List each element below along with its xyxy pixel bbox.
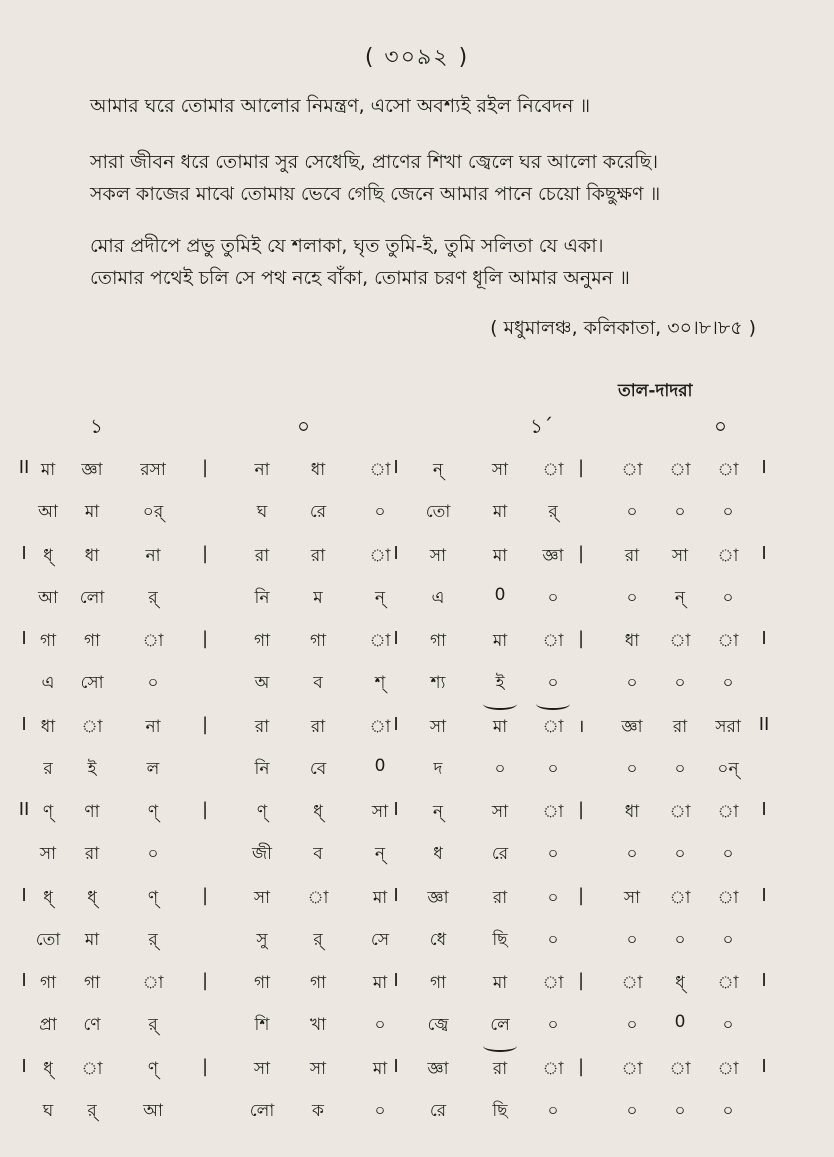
bani-syllable: ০ <box>626 844 638 864</box>
swar-row <box>0 543 834 575</box>
bani-syllable: মা <box>84 929 100 950</box>
bar-line: I <box>393 457 399 478</box>
bani-syllable: রে <box>491 844 509 864</box>
bar-line: I <box>21 970 27 991</box>
bani-syllable: ০ <box>674 673 686 693</box>
bani-syllable: ঘ <box>42 1100 54 1121</box>
bani-syllable: ০ <box>626 929 638 950</box>
bani-syllable: খা <box>309 1015 327 1035</box>
swar-note: া <box>717 973 739 993</box>
bani-syllable: ০ <box>674 929 686 950</box>
bani-syllable: শ্ <box>374 673 386 693</box>
bani-syllable: র্ <box>313 929 323 950</box>
swar-note: সা <box>253 887 271 908</box>
bar-line: | <box>577 799 585 820</box>
bani-syllable: ন্ <box>374 587 386 608</box>
swar-note: জ্ঞা <box>427 1058 449 1079</box>
bani-syllable: ণে <box>83 1015 101 1035</box>
bani-syllable: র্ <box>148 929 158 950</box>
bani-syllable: সা <box>39 844 57 864</box>
swar-row <box>0 1056 834 1088</box>
swar-note: সা <box>623 887 641 908</box>
swar-note: া <box>669 802 691 822</box>
swar-note: গা <box>83 631 101 651</box>
swar-note: রা <box>672 716 688 737</box>
bar-line: I <box>21 884 27 906</box>
bani-syllable: ০ <box>626 1015 638 1035</box>
bani-syllable: ০ <box>494 758 506 779</box>
bani-syllable: রে <box>309 502 327 522</box>
bar-line: | <box>201 628 209 649</box>
swar-row <box>0 457 834 489</box>
bani-syllable: ০ <box>626 758 638 779</box>
bar-line: | <box>577 457 585 478</box>
bani-syllable: ০ <box>547 1015 559 1035</box>
swar-note: রসা <box>140 460 166 480</box>
swar-note: া <box>621 1058 643 1079</box>
swar-note: ণা <box>84 802 100 822</box>
swar-note: া <box>142 631 164 651</box>
bani-syllable: ০ <box>547 929 559 950</box>
bani-syllable: ০ <box>374 1100 386 1121</box>
swar-note: ধ্ <box>43 545 53 566</box>
swar-note: রা <box>624 545 640 566</box>
swar-note: না <box>254 460 270 480</box>
bani-syllable: ব <box>313 844 323 864</box>
bani-syllable: রা <box>84 844 100 864</box>
bani-syllable: ০ <box>674 758 686 779</box>
bani-syllable: ছি <box>492 929 508 950</box>
swar-note: া <box>307 887 329 908</box>
bani-syllable: নি <box>254 587 270 608</box>
swar-note: সা <box>671 545 689 566</box>
bani-syllable: র্ <box>548 502 558 522</box>
swar-note: া <box>542 973 564 993</box>
tala-label: তাল-দাদরা <box>618 381 693 401</box>
bani-syllable: জী <box>251 844 273 864</box>
bani-syllable: ০ <box>626 1100 638 1121</box>
bar-line: I <box>21 1055 27 1077</box>
bani-syllable: ন্ <box>674 587 686 608</box>
swar-note: রা <box>254 716 270 737</box>
bani-syllable: ধে <box>429 929 447 950</box>
swar-note: ধা <box>40 716 56 737</box>
beat-marker: ০ <box>297 414 311 438</box>
bar-line: II <box>18 457 30 478</box>
bani-syllable: র্ <box>148 587 158 608</box>
bar-line: I <box>761 799 767 820</box>
bani-syllable: ০ <box>147 673 159 693</box>
bar-line: I <box>761 628 767 649</box>
bani-syllable: প্রা <box>39 1015 57 1035</box>
swar-note: া <box>717 1058 739 1079</box>
bani-syllable: দ <box>433 758 443 779</box>
bani-syllable: ০ <box>626 673 638 693</box>
bani-syllable: রে <box>429 1100 447 1121</box>
swar-note: ণ্ <box>256 802 268 822</box>
swar-note: মা <box>492 631 508 651</box>
bar-line: | <box>201 713 209 735</box>
bar-line: I <box>761 542 767 564</box>
swar-note: ধ্ <box>43 887 53 908</box>
swar-note: গা <box>39 631 57 651</box>
bani-syllable: লে <box>490 1015 510 1035</box>
swar-note: ণ্ <box>147 802 159 822</box>
bani-syllable: ০ <box>626 587 638 608</box>
swar-note: া <box>717 631 739 651</box>
bani-syllable: ০ <box>547 673 559 693</box>
bani-syllable: এ <box>431 587 445 608</box>
bar-line: II <box>758 713 770 735</box>
swar-note: ন্ <box>432 460 444 480</box>
bani-syllable: ০ <box>722 502 734 522</box>
bani-syllable: ০ <box>147 844 159 864</box>
bani-syllable: আ <box>38 502 58 522</box>
bar-line: | <box>577 628 585 649</box>
bar-line: I <box>21 542 27 564</box>
bar-line: I <box>393 542 399 564</box>
swar-note: রা <box>310 716 326 737</box>
bani-syllable: ০ <box>722 844 734 864</box>
swar-note: া <box>621 973 643 993</box>
swar-row <box>0 885 834 917</box>
bani-syllable: ই <box>87 758 97 779</box>
bani-syllable: অ <box>254 673 270 693</box>
swar-note: া <box>542 802 564 822</box>
swar-note: গা <box>39 973 57 993</box>
swar-note: া <box>369 716 391 737</box>
swar-note: া <box>669 1058 691 1079</box>
bani-syllable: ম <box>313 587 323 608</box>
slur-mark <box>483 1040 517 1052</box>
swar-note: া <box>717 887 739 908</box>
bani-syllable: নি <box>254 758 270 779</box>
swar-note: ণ্ <box>147 1058 159 1079</box>
swar-note: া <box>81 1058 103 1079</box>
swar-note: মা <box>492 545 508 566</box>
bar-line: I <box>761 457 767 478</box>
swar-note: জ্ঞা <box>427 887 449 908</box>
swar-note: মা <box>492 973 508 993</box>
swar-note: সা <box>491 802 509 822</box>
swar-note: না <box>145 716 161 737</box>
swar-note: া <box>669 887 691 908</box>
bani-syllable: মা <box>492 502 508 522</box>
bar-line: | <box>577 970 585 991</box>
bar-line: I <box>21 713 27 735</box>
bani-syllable: 0 <box>374 755 386 776</box>
swar-note: া <box>142 973 164 993</box>
lyric-line: তোমার পথেই চলি সে পথ নহে বাঁকা, তোমার চরণ ধূলি আমার অনুমন ॥ <box>90 267 630 289</box>
song-number: ( ৩০৯২ ) <box>364 45 470 70</box>
swar-note: া <box>669 631 691 651</box>
swar-note: া <box>542 716 564 737</box>
bani-row <box>0 585 834 617</box>
bani-syllable: ই <box>495 673 505 693</box>
bani-syllable: তো <box>35 929 61 950</box>
bani-syllable: মা <box>84 502 100 522</box>
bar-line: I <box>21 628 27 649</box>
bani-syllable: আ <box>38 587 58 608</box>
bani-syllable: জ্বে <box>427 1015 449 1035</box>
swar-note: জ্ঞা <box>81 460 103 480</box>
swar-note: রা <box>310 545 326 566</box>
bani-syllable: লো <box>79 587 105 608</box>
bar-line: | <box>577 1055 585 1077</box>
lyric-line: আমার ঘরে তোমার আলোর নিমন্ত্রণ, এসো অবশ্যই রইল নিবেদন ॥ <box>90 95 591 117</box>
swar-row <box>0 714 834 746</box>
bar-line: I <box>761 1055 767 1077</box>
lyric-line: সারা জীবন ধরে তোমার সুর সেধেছি, প্রাণের শিখা জ্বেলে ঘর আলো করেছি। <box>90 151 659 173</box>
bani-row <box>0 927 834 959</box>
swar-note: া <box>369 631 391 651</box>
swar-note: সা <box>491 460 509 480</box>
bani-syllable: ক <box>312 1100 324 1121</box>
swar-note: সা <box>309 1058 327 1079</box>
bar-line: | <box>201 799 209 820</box>
swar-note: গা <box>83 973 101 993</box>
swar-note: া <box>717 545 739 566</box>
lyric-line: মোর প্রদীপে প্রভু তুমিই যে শলাকা, ঘৃত তুমি-ই, তুমি সলিতা যে একা। <box>90 235 604 257</box>
bar-line: | <box>577 884 585 906</box>
beat-marker: ০ <box>714 414 728 438</box>
bar-line: I <box>393 1055 399 1077</box>
swar-note: মা <box>492 716 508 737</box>
bar-line: I <box>393 799 399 820</box>
swar-note: রা <box>492 887 508 908</box>
bani-syllable: ঘ <box>256 502 268 522</box>
swar-note: মা <box>372 973 388 993</box>
swar-note: ণ্ <box>42 802 54 822</box>
bani-row <box>0 841 834 873</box>
bar-line: । <box>577 715 585 737</box>
bani-syllable: ০ <box>626 502 638 522</box>
swar-note: গা <box>429 631 447 651</box>
swar-note: গা <box>309 973 327 993</box>
bani-syllable: ০র্ <box>142 502 164 522</box>
swar-note: মা <box>40 460 56 480</box>
bani-row <box>0 670 834 702</box>
source-line: ( মধুমালঞ্চ, কলিকাতা, ৩০।৮।৮৫ ) <box>490 317 756 339</box>
swar-note: ধ্ <box>87 887 97 908</box>
swar-note: সা <box>429 716 447 737</box>
bani-syllable: বে <box>309 758 327 779</box>
bar-line: I <box>393 884 399 906</box>
bar-line: I <box>393 970 399 991</box>
bani-syllable: ০ <box>722 587 734 608</box>
bani-syllable: ০ন্ <box>717 758 739 779</box>
swar-row <box>0 628 834 660</box>
bar-line: I <box>761 884 767 906</box>
bani-syllable: এ <box>41 673 55 693</box>
bar-line: | <box>201 542 209 564</box>
bar-line: | <box>201 457 209 478</box>
swar-note: ধ্ <box>313 802 323 822</box>
swar-note: ধা <box>84 545 100 566</box>
bani-syllable: সু <box>256 929 268 950</box>
bani-syllable: 0 <box>494 584 506 605</box>
bani-syllable: ০ <box>674 502 686 522</box>
bani-syllable: 0 <box>674 1012 686 1032</box>
bani-syllable: ব <box>313 673 323 693</box>
swar-row <box>0 970 834 1002</box>
bani-row <box>0 499 834 531</box>
swar-note: া <box>369 545 391 566</box>
bar-line: II <box>18 799 30 820</box>
bar-line: | <box>201 1055 209 1077</box>
slur-mark <box>536 698 570 710</box>
swar-note: সা <box>429 545 447 566</box>
swar-row <box>0 799 834 831</box>
swar-note: া <box>542 460 564 480</box>
bani-row <box>0 756 834 788</box>
swar-note: সরা <box>715 716 741 737</box>
bar-line: I <box>393 628 399 649</box>
swar-note: সা <box>253 1058 271 1079</box>
swar-note: ধ্ <box>43 1058 53 1079</box>
swar-note: া <box>669 460 691 480</box>
swar-note: ০ <box>547 887 559 908</box>
swar-note: রা <box>254 545 270 566</box>
bani-syllable: ০ <box>722 673 734 693</box>
lyric-line: সকল কাজের মাঝে তোমায় ভেবে গেছি জেনে আমার পানে চেয়ো কিছুক্ষণ ॥ <box>90 183 661 205</box>
bani-syllable: ০ <box>374 1015 386 1035</box>
swar-note: া <box>369 460 391 480</box>
swar-note: া <box>81 716 103 737</box>
bani-syllable: ন্ <box>374 844 386 864</box>
beat-marker: ১´ <box>530 414 553 438</box>
bani-syllable: শ্য <box>430 673 446 693</box>
bani-syllable: ০ <box>547 758 559 779</box>
swar-note: ধা <box>310 460 326 480</box>
bani-syllable: লো <box>249 1100 275 1121</box>
bani-syllable: ০ <box>674 844 686 864</box>
bani-syllable: ছি <box>492 1100 508 1121</box>
swar-note: মা <box>372 887 388 908</box>
swar-note: জ্ঞা <box>621 716 643 737</box>
bani-syllable: ল <box>146 758 160 779</box>
bani-row <box>0 1012 834 1044</box>
swar-note: া <box>717 460 739 480</box>
bani-syllable: র্ <box>148 1015 158 1035</box>
swar-note: সা <box>371 802 389 822</box>
swar-note: া <box>621 460 643 480</box>
swar-note: মা <box>372 1058 388 1079</box>
slur-mark <box>483 698 517 710</box>
swar-note: া <box>717 802 739 822</box>
swar-note: না <box>145 545 161 566</box>
swar-note: া <box>542 1058 564 1079</box>
bani-syllable: ০ <box>722 1100 734 1121</box>
swar-note: ধা <box>624 802 640 822</box>
swar-note: ণ্ <box>147 887 159 908</box>
bani-syllable: ধ <box>433 844 443 864</box>
bani-syllable: র্ <box>87 1100 97 1121</box>
swar-note: ধ্ <box>675 973 685 993</box>
swar-note: গা <box>429 973 447 993</box>
bar-line: I <box>393 713 399 735</box>
swar-note: ন্ <box>432 802 444 822</box>
bani-syllable: ০ <box>547 844 559 864</box>
bani-syllable: তো <box>425 502 451 522</box>
swar-note: ধা <box>624 631 640 651</box>
bar-line: | <box>201 884 209 906</box>
bani-row <box>0 1098 834 1130</box>
swar-note: া <box>542 631 564 651</box>
bani-syllable: ০ <box>374 502 386 522</box>
bani-syllable: ০ <box>547 587 559 608</box>
swar-note: জ্ঞা <box>542 545 564 566</box>
bar-line: | <box>201 970 209 991</box>
beat-marker: ১ <box>90 414 103 438</box>
bani-syllable: ০ <box>674 1100 686 1121</box>
bani-syllable: সে <box>370 929 390 950</box>
swar-note: গা <box>253 631 271 651</box>
swar-note: গা <box>309 631 327 651</box>
bani-syllable: ০ <box>722 929 734 950</box>
swar-note: রা <box>492 1058 508 1079</box>
bar-line: I <box>761 970 767 991</box>
bani-syllable: র <box>43 758 53 779</box>
bani-syllable: ০ <box>722 1015 734 1035</box>
bani-syllable: শি <box>254 1015 270 1035</box>
bani-syllable: সো <box>80 673 104 693</box>
bar-line: | <box>577 542 585 564</box>
bani-syllable: ০ <box>547 1100 559 1121</box>
bani-syllable: আ <box>143 1100 163 1121</box>
swar-note: গা <box>253 973 271 993</box>
